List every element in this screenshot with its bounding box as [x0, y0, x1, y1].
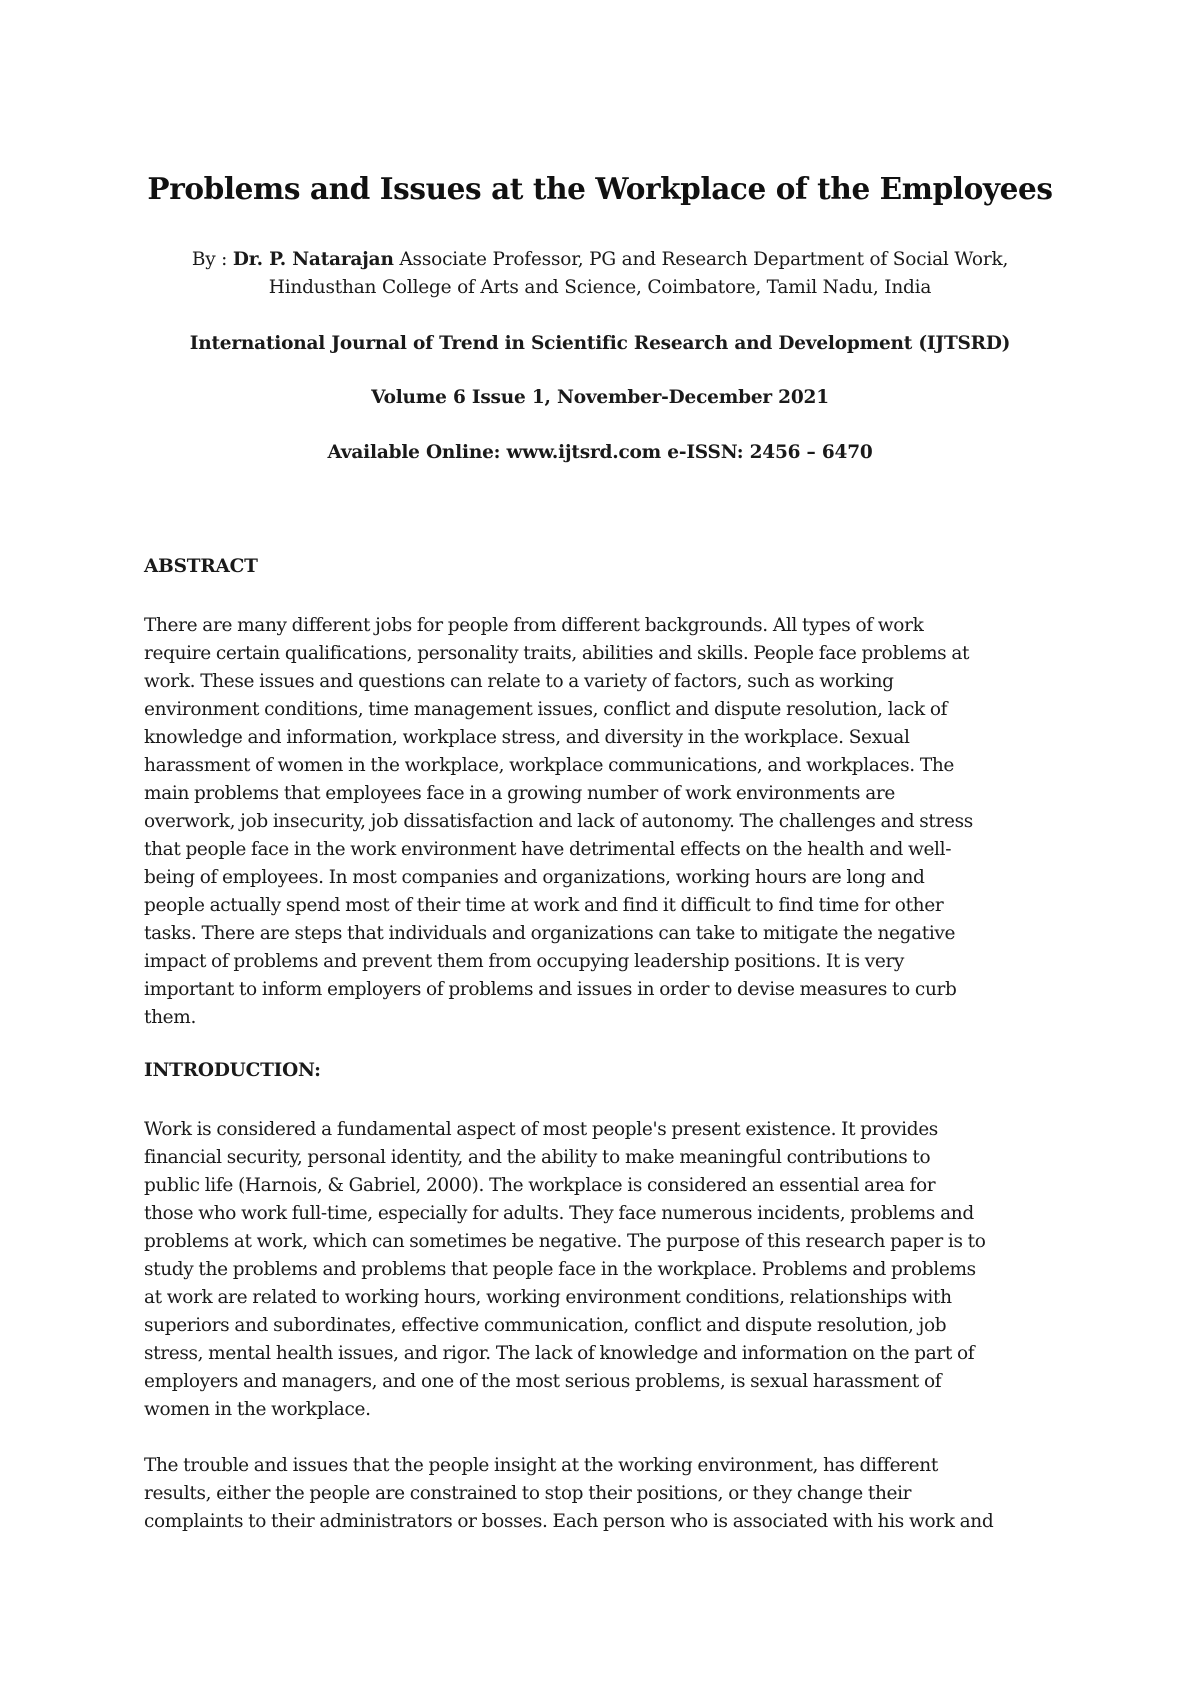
text-line: being of employees. In most companies and organizations, working hours are long and	[144, 867, 925, 888]
introduction-heading: INTRODUCTION:	[144, 1060, 321, 1081]
text-line: that people face in the work environment have detrimental effects on the health and well-	[144, 839, 952, 860]
text-line: results, either the people are constrained to stop their positions, or they change their	[144, 1483, 912, 1504]
text-line: There are many different jobs for people from different backgrounds. All types of work	[144, 615, 924, 636]
text-line: public life (Harnois, & Gabriel, 2000). The workplace is considered an essential area for	[144, 1175, 936, 1196]
abstract-heading: ABSTRACT	[144, 556, 258, 577]
journal-name: International Journal of Trend in Scientific Research and Development (IJTSRD)	[189, 333, 1011, 354]
volume-issue: Volume 6 Issue 1, November-December 2021	[371, 387, 829, 408]
availability-info: Available Online: www.ijtsrd.com e-ISSN: 2456 – 6470	[327, 442, 873, 463]
text-line: impact of problems and prevent them from occupying leadership positions. It is very	[144, 951, 905, 972]
affiliation-line-2: Hindusthan College of Arts and Science, Coimbatore, Tamil Nadu, India	[268, 277, 932, 298]
text-line: at work are related to working hours, working environment conditions, relationships with	[144, 1287, 952, 1308]
text-line: main problems that employees face in a growing number of work environments are	[144, 783, 895, 804]
author-byline	[0, 246, 1200, 302]
text-line: financial security, personal identity, and the ability to make meaningful contributions to	[144, 1147, 931, 1168]
text-line: superiors and subordinates, effective communication, conflict and dispute resolution, job	[144, 1315, 947, 1336]
text-line: require certain qualifications, personality traits, abilities and skills. People face problems at	[144, 643, 970, 664]
text-line: problems at work, which can sometimes be negative. The purpose of this research paper is to	[144, 1231, 986, 1252]
text-line: knowledge and information, workplace stress, and diversity in the workplace. Sexual	[144, 727, 910, 748]
affiliation-line-1: Associate Professor, PG and Research Department of Social Work,	[393, 249, 1009, 270]
text-line: important to inform employers of problems and issues in order to devise measures to curb	[144, 979, 957, 1000]
byline-line-1	[0, 246, 1200, 274]
text-line: stress, mental health issues, and rigor. The lack of knowledge and information on the part of	[144, 1343, 975, 1364]
text-line: Work is considered a fundamental aspect of most people's present existence. It provides	[144, 1119, 938, 1140]
text-line: study the problems and problems that people face in the workplace. Problems and problems	[144, 1259, 976, 1280]
introduction-paragraph-1	[144, 1116, 1074, 1424]
text-line: environment conditions, time management issues, conflict and dispute resolution, lack of	[144, 699, 948, 720]
text-line: overwork, job insecurity, job dissatisfaction and lack of autonomy. The challenges and stress	[144, 811, 973, 832]
text-line: women in the workplace.	[144, 1399, 371, 1420]
text-line: employers and managers, and one of the most serious problems, is sexual harassment of	[144, 1371, 942, 1392]
paper-title: Problems and Issues at the Workplace of the Employees	[147, 171, 1053, 206]
text-line: them.	[144, 1007, 196, 1028]
text-line: people actually spend most of their time at work and find it difficult to find time for other	[144, 895, 944, 916]
abstract-paragraph	[144, 612, 1074, 1032]
text-line: harassment of women in the workplace, workplace communications, and workplaces. The	[144, 755, 955, 776]
byline-prefix: By :	[191, 249, 233, 270]
text-line: The trouble and issues that the people insight at the working environment, has different	[144, 1455, 938, 1476]
text-line: complaints to their administrators or bosses. Each person who is associated with his work and	[144, 1511, 994, 1532]
text-line: those who work full-time, especially for adults. They face numerous incidents, problems and	[144, 1203, 974, 1224]
author-name: Dr. P. Natarajan	[232, 249, 394, 270]
introduction-paragraph-2	[144, 1452, 1074, 1536]
text-line: tasks. There are steps that individuals and organizations can take to mitigate the negative	[144, 923, 956, 944]
text-line: work. These issues and questions can relate to a variety of factors, such as working	[144, 671, 894, 692]
